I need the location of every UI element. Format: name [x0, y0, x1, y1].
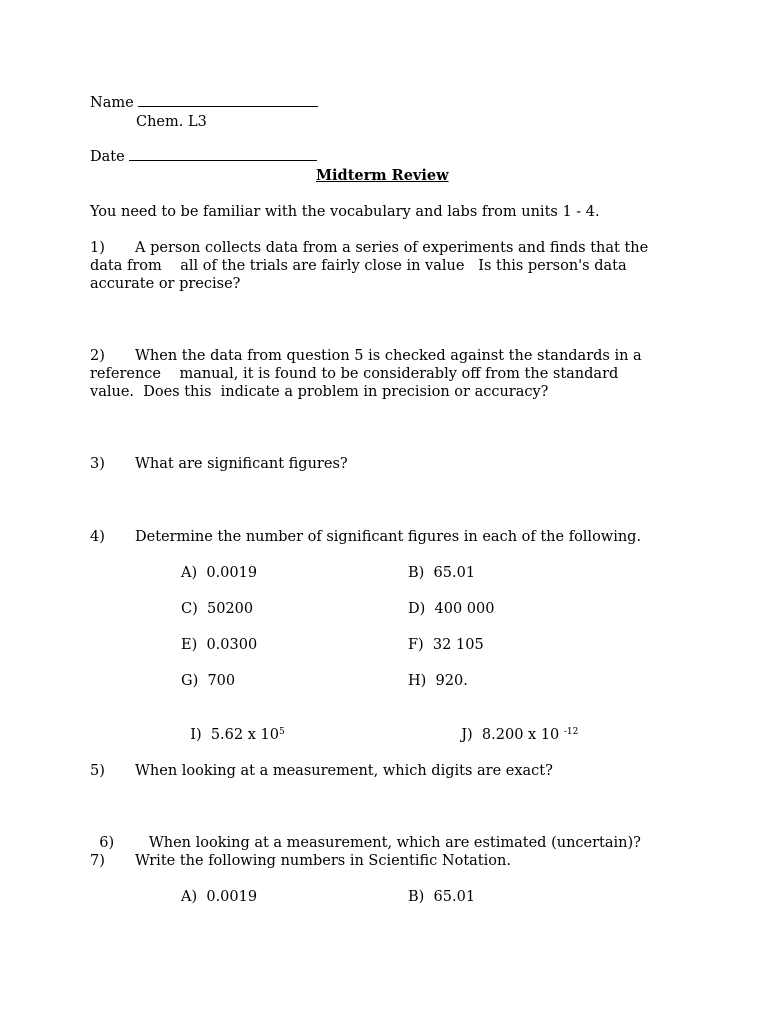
question-6-text: When looking at a measurement, which are estimated (uncertain)? [144, 835, 641, 851]
question-5-number: 5) [90, 763, 105, 779]
intro-text: You need to be familiar with the vocabulary and labs from units 1 - 4. [90, 204, 600, 220]
question-4 [90, 528, 641, 546]
date-field [90, 148, 317, 166]
question-2-line2: reference manual, it is found to be considerably off from the standard [90, 366, 619, 382]
page-title: Midterm Review [316, 167, 449, 184]
name-blank-line[interactable] [138, 96, 318, 107]
q4-item-j-base: J) 8.200 x 10 [461, 727, 564, 743]
question-3-text: What are significant figures? [135, 456, 348, 472]
question-2-line1: When the data from question 5 is checked against the standards in a [135, 348, 642, 364]
q4-item-j-exponent: -12 [563, 727, 579, 737]
q4-item-e: E) 0.0300 [181, 637, 258, 653]
question-5-text: When looking at a measurement, which digits are exact? [135, 763, 553, 779]
q4-item-i-base: I) 5.62 x 10 [190, 727, 279, 743]
q4-item-j [452, 708, 578, 744]
question-7-text: Write the following numbers in Scientific Notation. [135, 853, 511, 869]
question-4-text: Determine the number of significant figures in each of the following. [135, 529, 642, 545]
question-1-number: 1) [90, 240, 105, 256]
date-label: Date [90, 149, 125, 165]
q4-item-i [181, 708, 285, 744]
q4-item-c: C) 50200 [181, 601, 254, 617]
name-field [90, 94, 318, 112]
question-5 [90, 762, 553, 780]
question-2-line3: value. Does this indicate a problem in precision or accuracy? [90, 384, 549, 400]
question-7-number: 7) [90, 853, 105, 869]
question-4-number: 4) [90, 529, 105, 545]
question-1-line2: data from all of the trials are fairly close in value Is this person's data [90, 258, 627, 274]
q7-item-a: A) 0.0019 [181, 889, 258, 905]
question-3 [90, 455, 348, 473]
q4-item-g: G) 700 [181, 673, 236, 689]
q4-item-f: F) 32 105 [408, 637, 484, 653]
question-1-line3: accurate or precise? [90, 276, 241, 292]
question-2-number: 2) [90, 348, 105, 364]
question-3-number: 3) [90, 456, 105, 472]
question-1 [90, 239, 648, 257]
q4-item-i-exponent: 5 [278, 727, 285, 737]
q7-item-b: B) 65.01 [408, 889, 476, 905]
name-label: Name [90, 95, 134, 111]
question-1-line1: A person collects data from a series of experiments and finds that the [135, 240, 649, 256]
question-6 [90, 816, 641, 852]
question-2 [90, 347, 642, 365]
q4-item-a: A) 0.0019 [181, 565, 258, 581]
q4-item-h: H) 920. [408, 673, 468, 689]
class-label: Chem. L3 [136, 114, 207, 130]
question-7 [90, 852, 511, 870]
date-blank-line[interactable] [129, 150, 317, 161]
q4-item-b: B) 65.01 [408, 565, 476, 581]
question-6-number: 6) [99, 835, 115, 851]
q4-item-d: D) 400 000 [408, 601, 495, 617]
